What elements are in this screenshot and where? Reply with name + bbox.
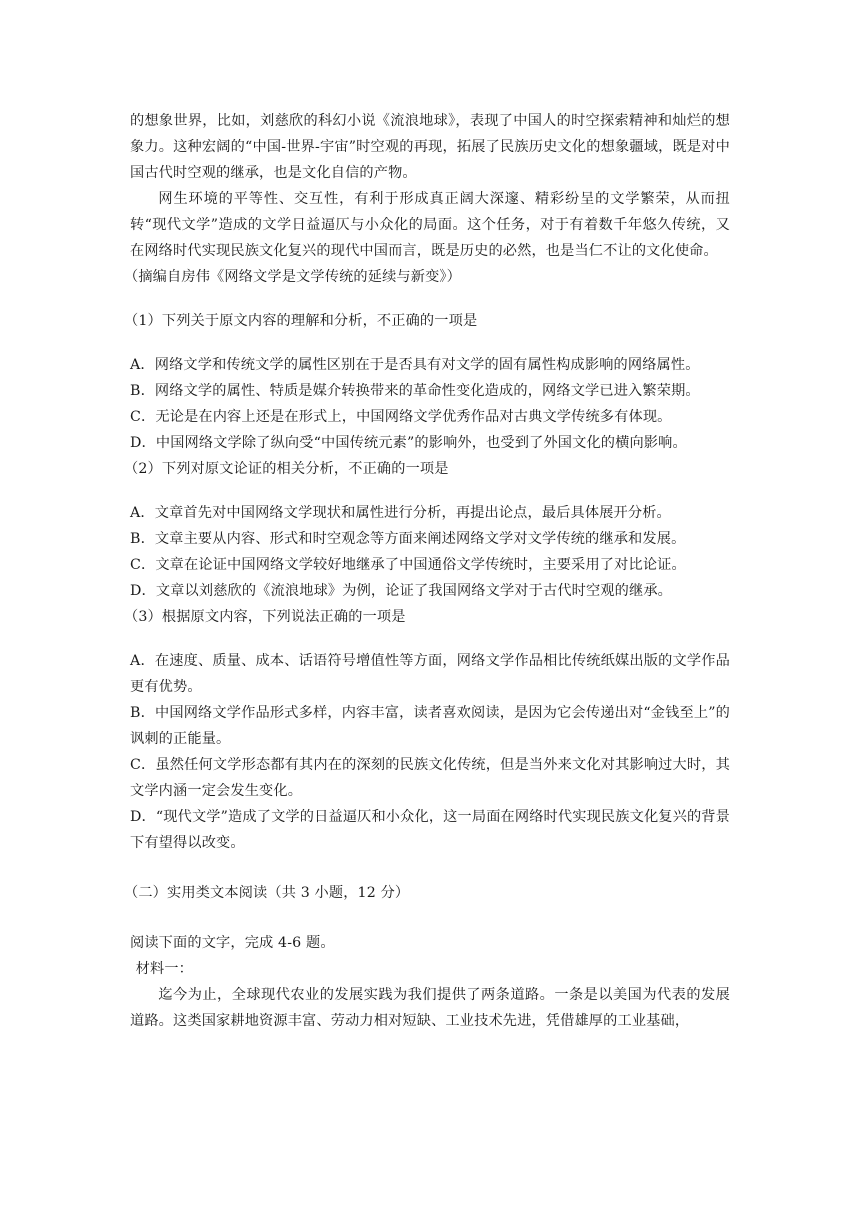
material-label: 材料一： [135,961,194,977]
question-stem: （1）下列关于原文内容的理解和分析，不正确的一项是 [124,313,478,329]
section-heading: （二）实用类文本阅读（共 3 小题，12 分） [124,885,410,901]
question-option: B．网络文学的属性、特质是媒介转换带来的革命性变化造成的，网络文学已进入繁荣期。 [130,383,700,399]
question-option: C．无论是在内容上还是在形式上，中国网络文学优秀作品对古典文学传统多有体现。 [130,409,672,425]
question-option: A．网络文学和传统文学的属性区别在于是否具有对文学的固有属性构成影响的网络属性。 [130,357,700,373]
passage-paragraph: 网生环境的平等性、交互性，有利于形成真正阔大深邃、精彩纷呈的文学繁荣，从而扭转“现代文学”造成的文学日益逼仄与小众化的局面。这个任务，对于有着数千年悠久传统，又在网络时代实现民族文化复兴的现代中国而言，既是历史的必然，也是当仁不让的文化使命。 [130,191,730,259]
question-option: C．文章在论证中国网络文学较好地继承了中国通俗文学传统时，主要采用了对比论证。 [130,557,686,573]
question-option: D．“现代文学”造成了文学的日益逼仄和小众化，这一局面在网络时代实现民族文化复兴的背景下有望得以改变。 [130,809,730,851]
question-stem: （2）下列对原文论证的相关分析，不正确的一项是 [124,461,449,477]
question-option: C．虽然任何文学形态都有其内在的深刻的民族文化传统，但是当外来文化对其影响过大时，其文学内涵一定会发生变化。 [130,757,730,799]
question-option: A．文章首先对中国网络文学现状和属性进行分析，再提出论点，最后具体展开分析。 [130,505,671,521]
question-option: A．在速度、质量、成本、话语符号增值性等方面，网络文学作品相比传统纸媒出版的文学作品更有优势。 [130,653,730,695]
question-option: B．中国网络文学作品形式多样，内容丰富，读者喜欢阅读，是因为它会传递出对“金钱至上”的讽刺的正能量。 [130,705,730,747]
section-instruction: 阅读下面的文字，完成 4-6 题。 [130,935,335,951]
document-page [124,108,730,1034]
question-option: B．文章主要从内容、形式和时空观念等方面来阐述网络文学对文学传统的继承和发展。 [130,531,686,547]
material-paragraph: 迄今为止，全球现代农业的发展实践为我们提供了两条道路。一条是以美国为代表的发展道路。这类国家耕地资源丰富、劳动力相对短缺、工业技术先进，凭借雄厚的工业基础， [130,987,730,1029]
question-stem: （3）根据原文内容，下列说法正确的一项是 [124,609,406,625]
question-option: D．文章以刘慈欣的《流浪地球》为例，论证了我国网络文学对于古代时空观的继承。 [130,583,673,599]
question-option: D．中国网络文学除了纵向受“中国传统元素”的影响外，也受到了外国文化的横向影响。 [130,435,687,451]
passage-paragraph: 的想象世界，比如，刘慈欣的科幻小说《流浪地球》，表现了中国人的时空探索精神和灿烂的想象力。这种宏阔的“中国-世界-宇宙”时空观的再现，拓展了民族历史文化的想象疆域，既是对中国古代时空观的继承，也是文化自信的产物。 [130,113,730,181]
passage-source: （摘编自房伟《网络文学是文学传统的延续与新变》） [124,269,462,285]
